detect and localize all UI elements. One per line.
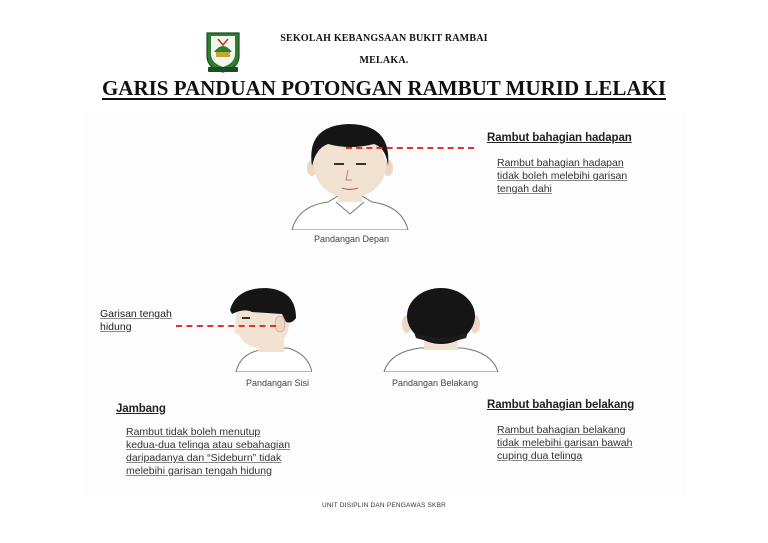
school-name: SEKOLAH KEBANGSAAN BUKIT RAMBAI (280, 33, 488, 44)
back-heading: Rambut bahagian belakang (487, 399, 635, 411)
side-view-caption: Pandangan Sisi (246, 378, 310, 388)
front-view-illustration (288, 118, 412, 230)
side-heading: Jambang (116, 403, 166, 415)
front-heading: Rambut bahagian hadapan (487, 132, 632, 144)
side-guide-label: Garisan tengah hidung (100, 308, 172, 333)
school-state: MELAKA. (359, 55, 409, 66)
front-description: Rambut bahagian hadapan tidak boleh melebihi garisan tengah dahi (497, 157, 628, 195)
back-view-caption: Pandangan Belakang (392, 378, 479, 388)
page-title: GARIS PANDUAN POTONGAN RAMBUT MURID LELAKI (101, 76, 667, 100)
footer-text: UNIT DISIPLIN DAN PENGAWAS SKBR (321, 502, 447, 509)
side-description: Rambut tidak boleh menutup kedua-dua telinga atau sebahagian daripadanya dan “Sideburn” tidak melebihi garisan tengah hidung (126, 426, 291, 477)
side-view-illustration (222, 284, 312, 372)
back-description: Rambut bahagian belakang tidak melebihi garisan bawah cuping dua telinga (497, 424, 633, 462)
side-guide-line (176, 325, 276, 327)
back-view-illustration (380, 288, 502, 372)
front-guide-line (346, 147, 474, 149)
front-view-caption: Pandangan Depan (314, 234, 390, 244)
